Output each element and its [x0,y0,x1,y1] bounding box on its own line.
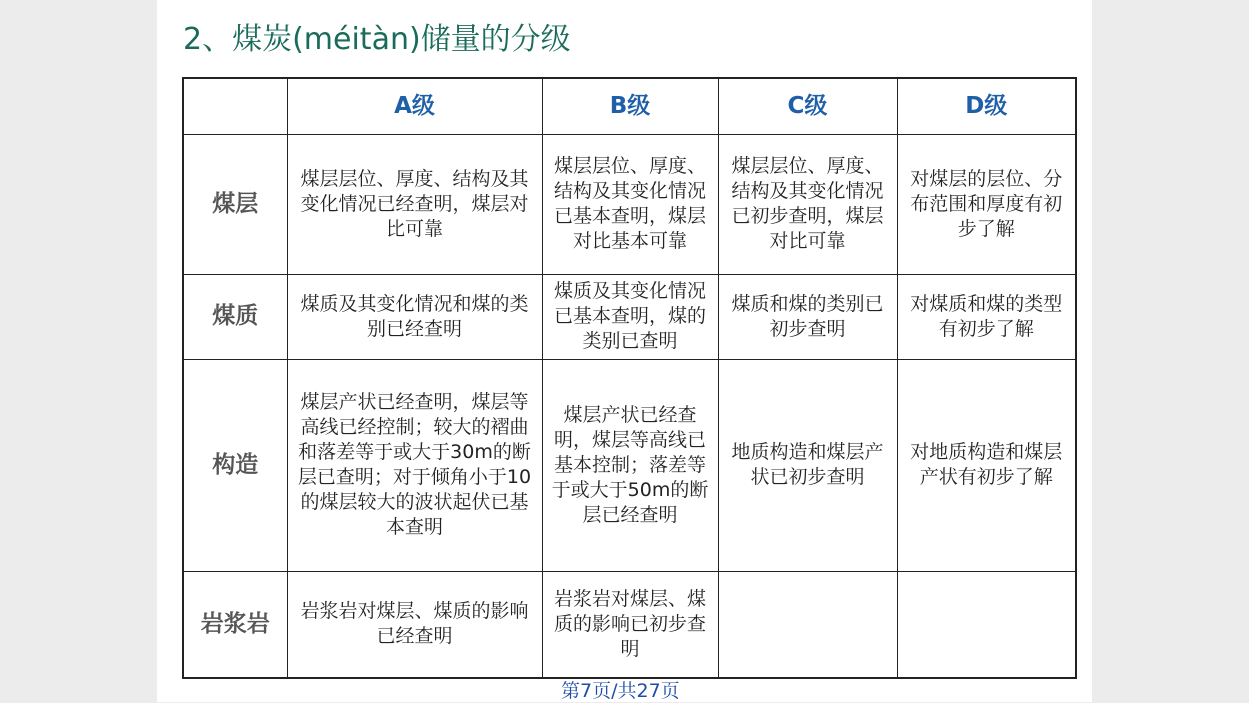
table-cell: 对地质构造和煤层产状有初步了解 [897,359,1076,571]
table-cell: 煤质及其变化情况和煤的类别已经查明 [287,274,542,359]
table-cell: 对煤层的层位、分布范围和厚度有初步了解 [897,134,1076,274]
table-cell: 煤层层位、厚度、结构及其变化情况已初步查明，煤层对比可靠 [718,134,897,274]
table-cell: 煤层产状已经查明，煤层等高线已基本控制；落差等于或大于50m的断层已经查明 [542,359,718,571]
page-number: 第7页/共27页 [561,680,680,702]
table-cell: 岩浆岩对煤层、煤质的影响已经查明 [287,571,542,678]
table-cell: 煤层层位、厚度、结构及其变化情况已基本查明，煤层对比基本可靠 [542,134,718,274]
column-header-b: B级 [542,78,718,134]
table-cell: 地质构造和煤层产状已初步查明 [718,359,897,571]
table-cell [897,571,1076,678]
table-cell: 对煤质和煤的类型有初步了解 [897,274,1076,359]
column-header-c: C级 [718,78,897,134]
row-header-coal-seam: 煤层 [183,134,287,274]
table-row [183,359,1076,571]
reserve-grade-table [182,77,1077,679]
table-header-row [183,78,1076,134]
table-row [183,274,1076,359]
column-header-d: D级 [897,78,1076,134]
table-cell: 煤质及其变化情况已基本查明，煤的类别已查明 [542,274,718,359]
row-header-structure: 构造 [183,359,287,571]
slide [157,0,1092,702]
table-row [183,571,1076,678]
table-cell: 煤层产状已经查明，煤层等高线已经控制；较大的褶曲和落差等于或大于30m的断层已查明；对于倾角小于10的煤层较大的波状起伏已基本查明 [287,359,542,571]
table-cell: 煤质和煤的类别已初步查明 [718,274,897,359]
table-cell [718,571,897,678]
table-cell: 煤层层位、厚度、结构及其变化情况已经查明，煤层对比可靠 [287,134,542,274]
column-header-a: A级 [287,78,542,134]
table-cell: 岩浆岩对煤层、煤质的影响已初步查明 [542,571,718,678]
corner-cell [183,78,287,134]
row-header-magmatic-rock: 岩浆岩 [183,571,287,678]
slide-title: 2、煤炭(méitàn)储量的分级 [183,22,571,57]
row-header-coal-quality: 煤质 [183,274,287,359]
table-row [183,134,1076,274]
